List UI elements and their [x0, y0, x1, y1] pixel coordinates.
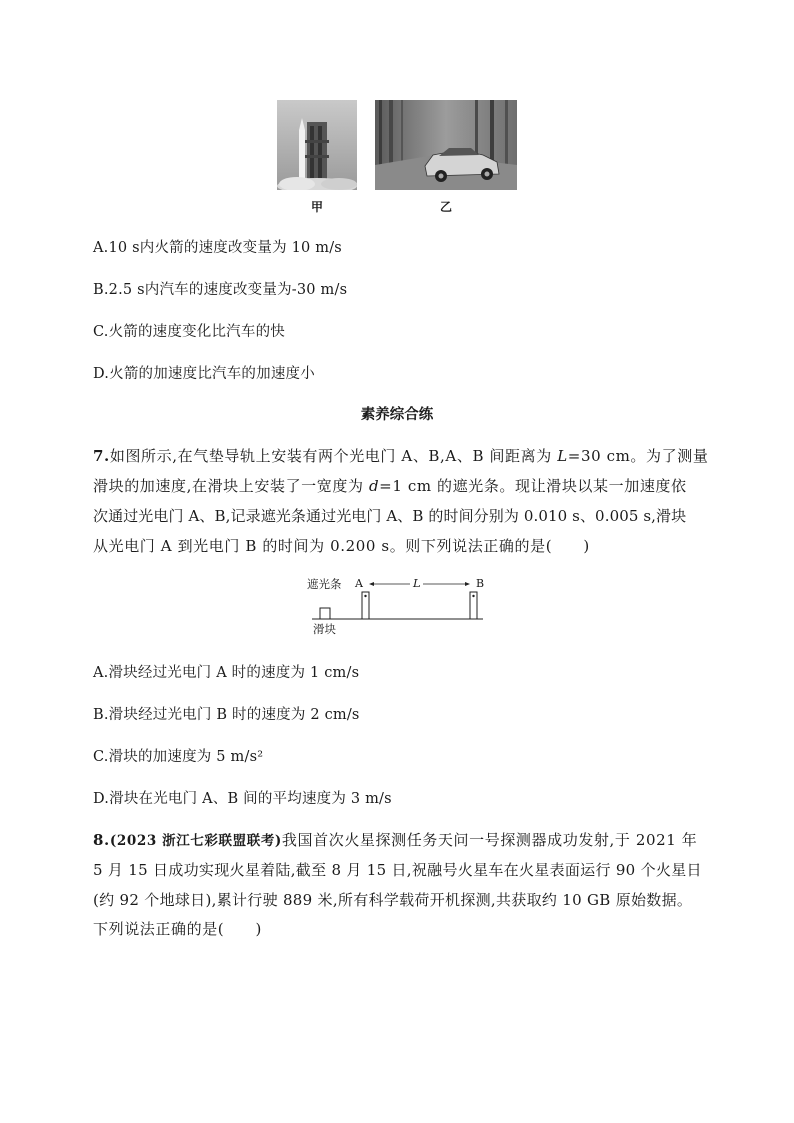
air-track-diagram	[305, 572, 490, 637]
q8-line-3: (约 92 个地球日),累计行驶 889 米,所有科学载荷开机探测,共获取约 10 GB 原始数据。	[93, 891, 693, 909]
car-photo	[375, 100, 517, 190]
label-gate-b: B	[476, 577, 485, 590]
q7-line-2: 滑块的加速度,在滑块上安装了一宽度为 d=1 cm 的遮光条。现让滑块以某一加速度依	[93, 477, 687, 495]
caption-jia: 甲	[311, 200, 324, 214]
label-distance-l: L	[413, 576, 421, 590]
label-slider: 滑块	[313, 622, 336, 636]
q8-line-2: 5 月 15 日成功实现火星着陆,截至 8 月 15 日,祝融号火星车在火星表面运行 90 个火星日	[93, 861, 702, 879]
section-title: 素养综合练	[360, 406, 434, 423]
q6-option-c: C.火箭的速度变化比汽车的快	[93, 324, 285, 340]
q6-option-b: B.2.5 s内汽车的速度改变量为-30 m/s	[93, 282, 348, 298]
q7-option-d: D.滑块在光电门 A、B 间的平均速度为 3 m/s	[93, 791, 392, 807]
q7-option-b: B.滑块经过光电门 B 时的速度为 2 cm/s	[93, 707, 360, 723]
q7-option-a: A.滑块经过光电门 A 时的速度为 1 cm/s	[93, 665, 360, 681]
label-gate-a: A	[355, 577, 363, 590]
q8-number: 8.	[93, 831, 110, 849]
q8-line-1: 8.(2023 浙江七彩联盟联考)我国首次火星探测任务天问一号探测器成功发射,于 2021 年	[93, 831, 698, 849]
q7-line-4: 从光电门 A 到光电门 B 的时间为 0.200 s。则下列说法正确的是( )	[93, 537, 590, 555]
q6-option-a: A.10 s内火箭的速度改变量为 10 m/s	[93, 240, 342, 256]
q7-line-3: 次通过光电门 A、B,记录遮光条通过光电门 A、B 的时间分别为 0.010 s、0.005 s,滑块	[93, 507, 687, 525]
q6-option-d: D.火箭的加速度比汽车的加速度小	[93, 366, 315, 382]
q7-line-1: 7.如图所示,在气垫导轨上安装有两个光电门 A、B,A、B 间距离为 L=30 cm。为了测量	[93, 447, 709, 465]
q8-source: (2023 浙江七彩联盟联考)	[109, 833, 282, 849]
caption-yi: 乙	[440, 200, 453, 214]
label-shade-bar: 遮光条	[307, 577, 342, 591]
q7-number: 7.	[93, 447, 110, 465]
rocket-photo	[277, 100, 357, 190]
q8-line-4: 下列说法正确的是( )	[93, 920, 262, 938]
q7-option-c: C.滑块的加速度为 5 m/s²	[93, 749, 264, 765]
